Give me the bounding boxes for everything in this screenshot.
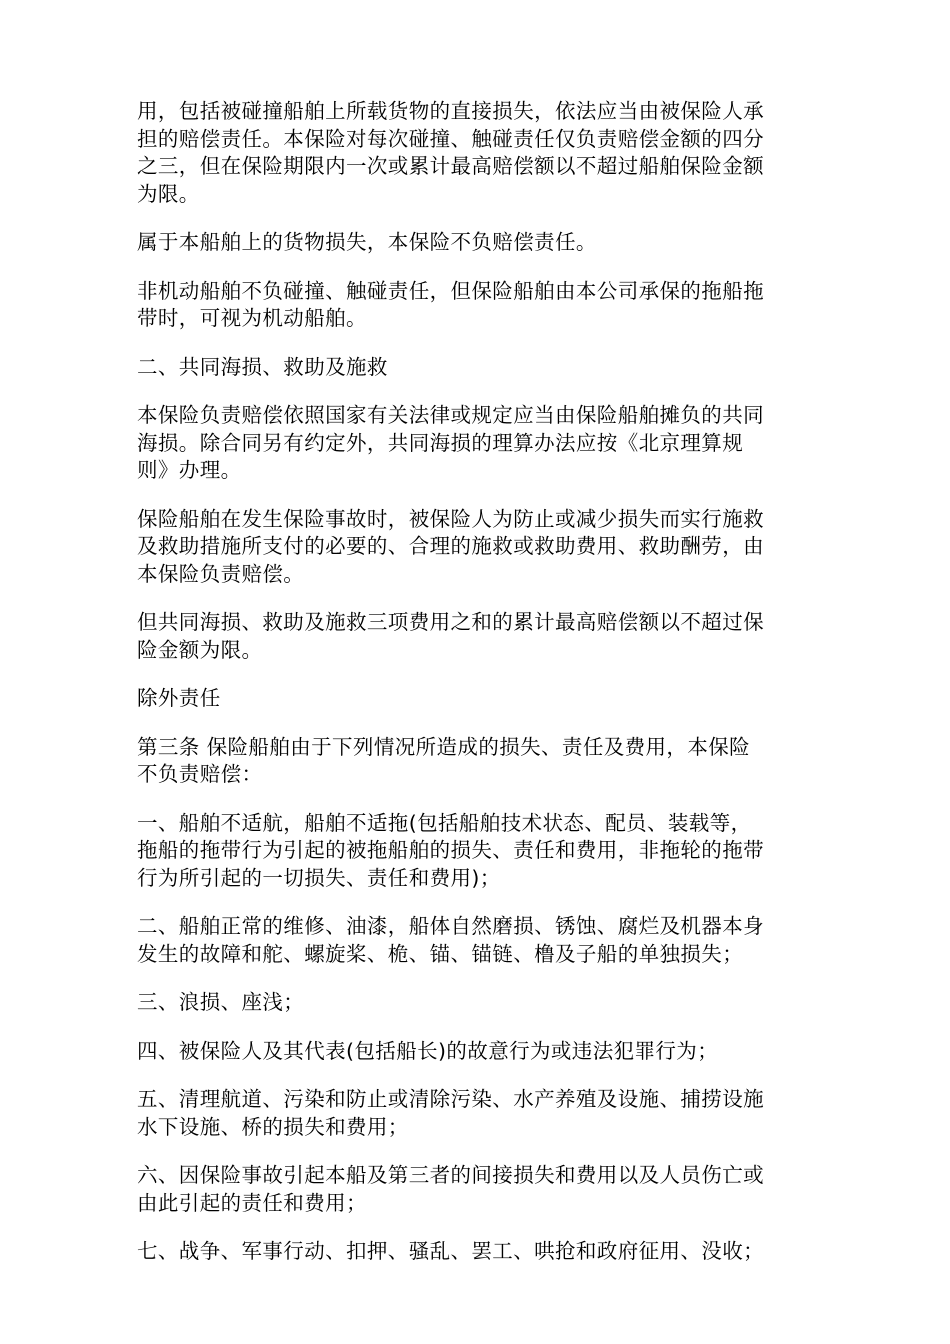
paragraph-general-average: 本保险负责赔偿依照国家有关法律或规定应当由保险船舶摊负的共同 海损。除合同另有约定外，共同海损的理算办法应按《北京理算规 则》办理。 (137, 403, 764, 482)
paragraph-non-motor-vessel: 非机动船舶不负碰撞、触碰责任，但保险船舶由本公司承保的拖船拖 带时，可视为机动船舶。 (137, 278, 764, 330)
paragraph-cargo-exclusion: 属于本船舶上的货物损失，本保险不负赔偿责任。 (137, 230, 597, 254)
paragraph-salvage-costs: 保险船舶在发生保险事故时，被保险人为防止或减少损失而实行施救 及救助措施所支付的必要的、合理的施救或救助费用、救助酬劳，由 本保险负责赔偿。 (137, 506, 764, 586)
exclusion-item-4: 四、被保险人及其代表(包括船长)的故意行为或违法犯罪行为； (137, 1038, 719, 1063)
section-heading-general-average: 二、共同海损、救助及施救 (137, 354, 388, 379)
exclusion-item-2: 二、船舶正常的维修、油漆，船体自然磨损、锈蚀、腐烂及机器本身 发生的故障和舵、螺旋桨、桅、锚、锚链、橹及子船的单独损失； (137, 914, 764, 966)
paragraph-cost-cap: 但共同海损、救助及施救三项费用之和的累计最高赔偿额以不超过保 险金额为限。 (137, 610, 764, 662)
document-page (137, 98, 813, 1287)
exclusion-item-5: 五、清理航道、污染和防止或清除污染、水产养殖及设施、捕捞设施 水下设施、桥的损失和费用； (137, 1087, 764, 1139)
exclusion-item-7: 七、战争、军事行动、扣押、骚乱、罢工、哄抢和政府征用、没收； (137, 1239, 764, 1263)
paragraph-article-three: 第三条 保险船舶由于下列情况所造成的损失、责任及费用，本保险 不负责赔偿： (137, 734, 751, 786)
exclusion-item-6: 六、因保险事故引起本船及第三者的间接损失和费用以及人员伤亡或 由此引起的责任和费用； (137, 1163, 764, 1215)
exclusion-item-3: 三、浪损、座浅； (137, 990, 305, 1014)
exclusion-item-1: 一、船舶不适航，船舶不适拖(包括船舶技术状态、配员、装载等， 拖船的拖带行为引起的被拖船舶的损失、责任和费用，非拖轮的拖带 行为所引起的一切损失、责任和费用)； (137, 810, 764, 890)
section-heading-exclusions: 除外责任 (137, 686, 221, 710)
paragraph-collision-liability: 用，包括被碰撞船舶上所载货物的直接损失，依法应当由被保险人承 担的赔偿责任。本保险对每次碰撞、触碰责任仅负责赔偿金额的四分 之三，但在保险期限内一次或累计最高赔偿额以不超过船舶保险金额 为限。 (137, 99, 764, 206)
